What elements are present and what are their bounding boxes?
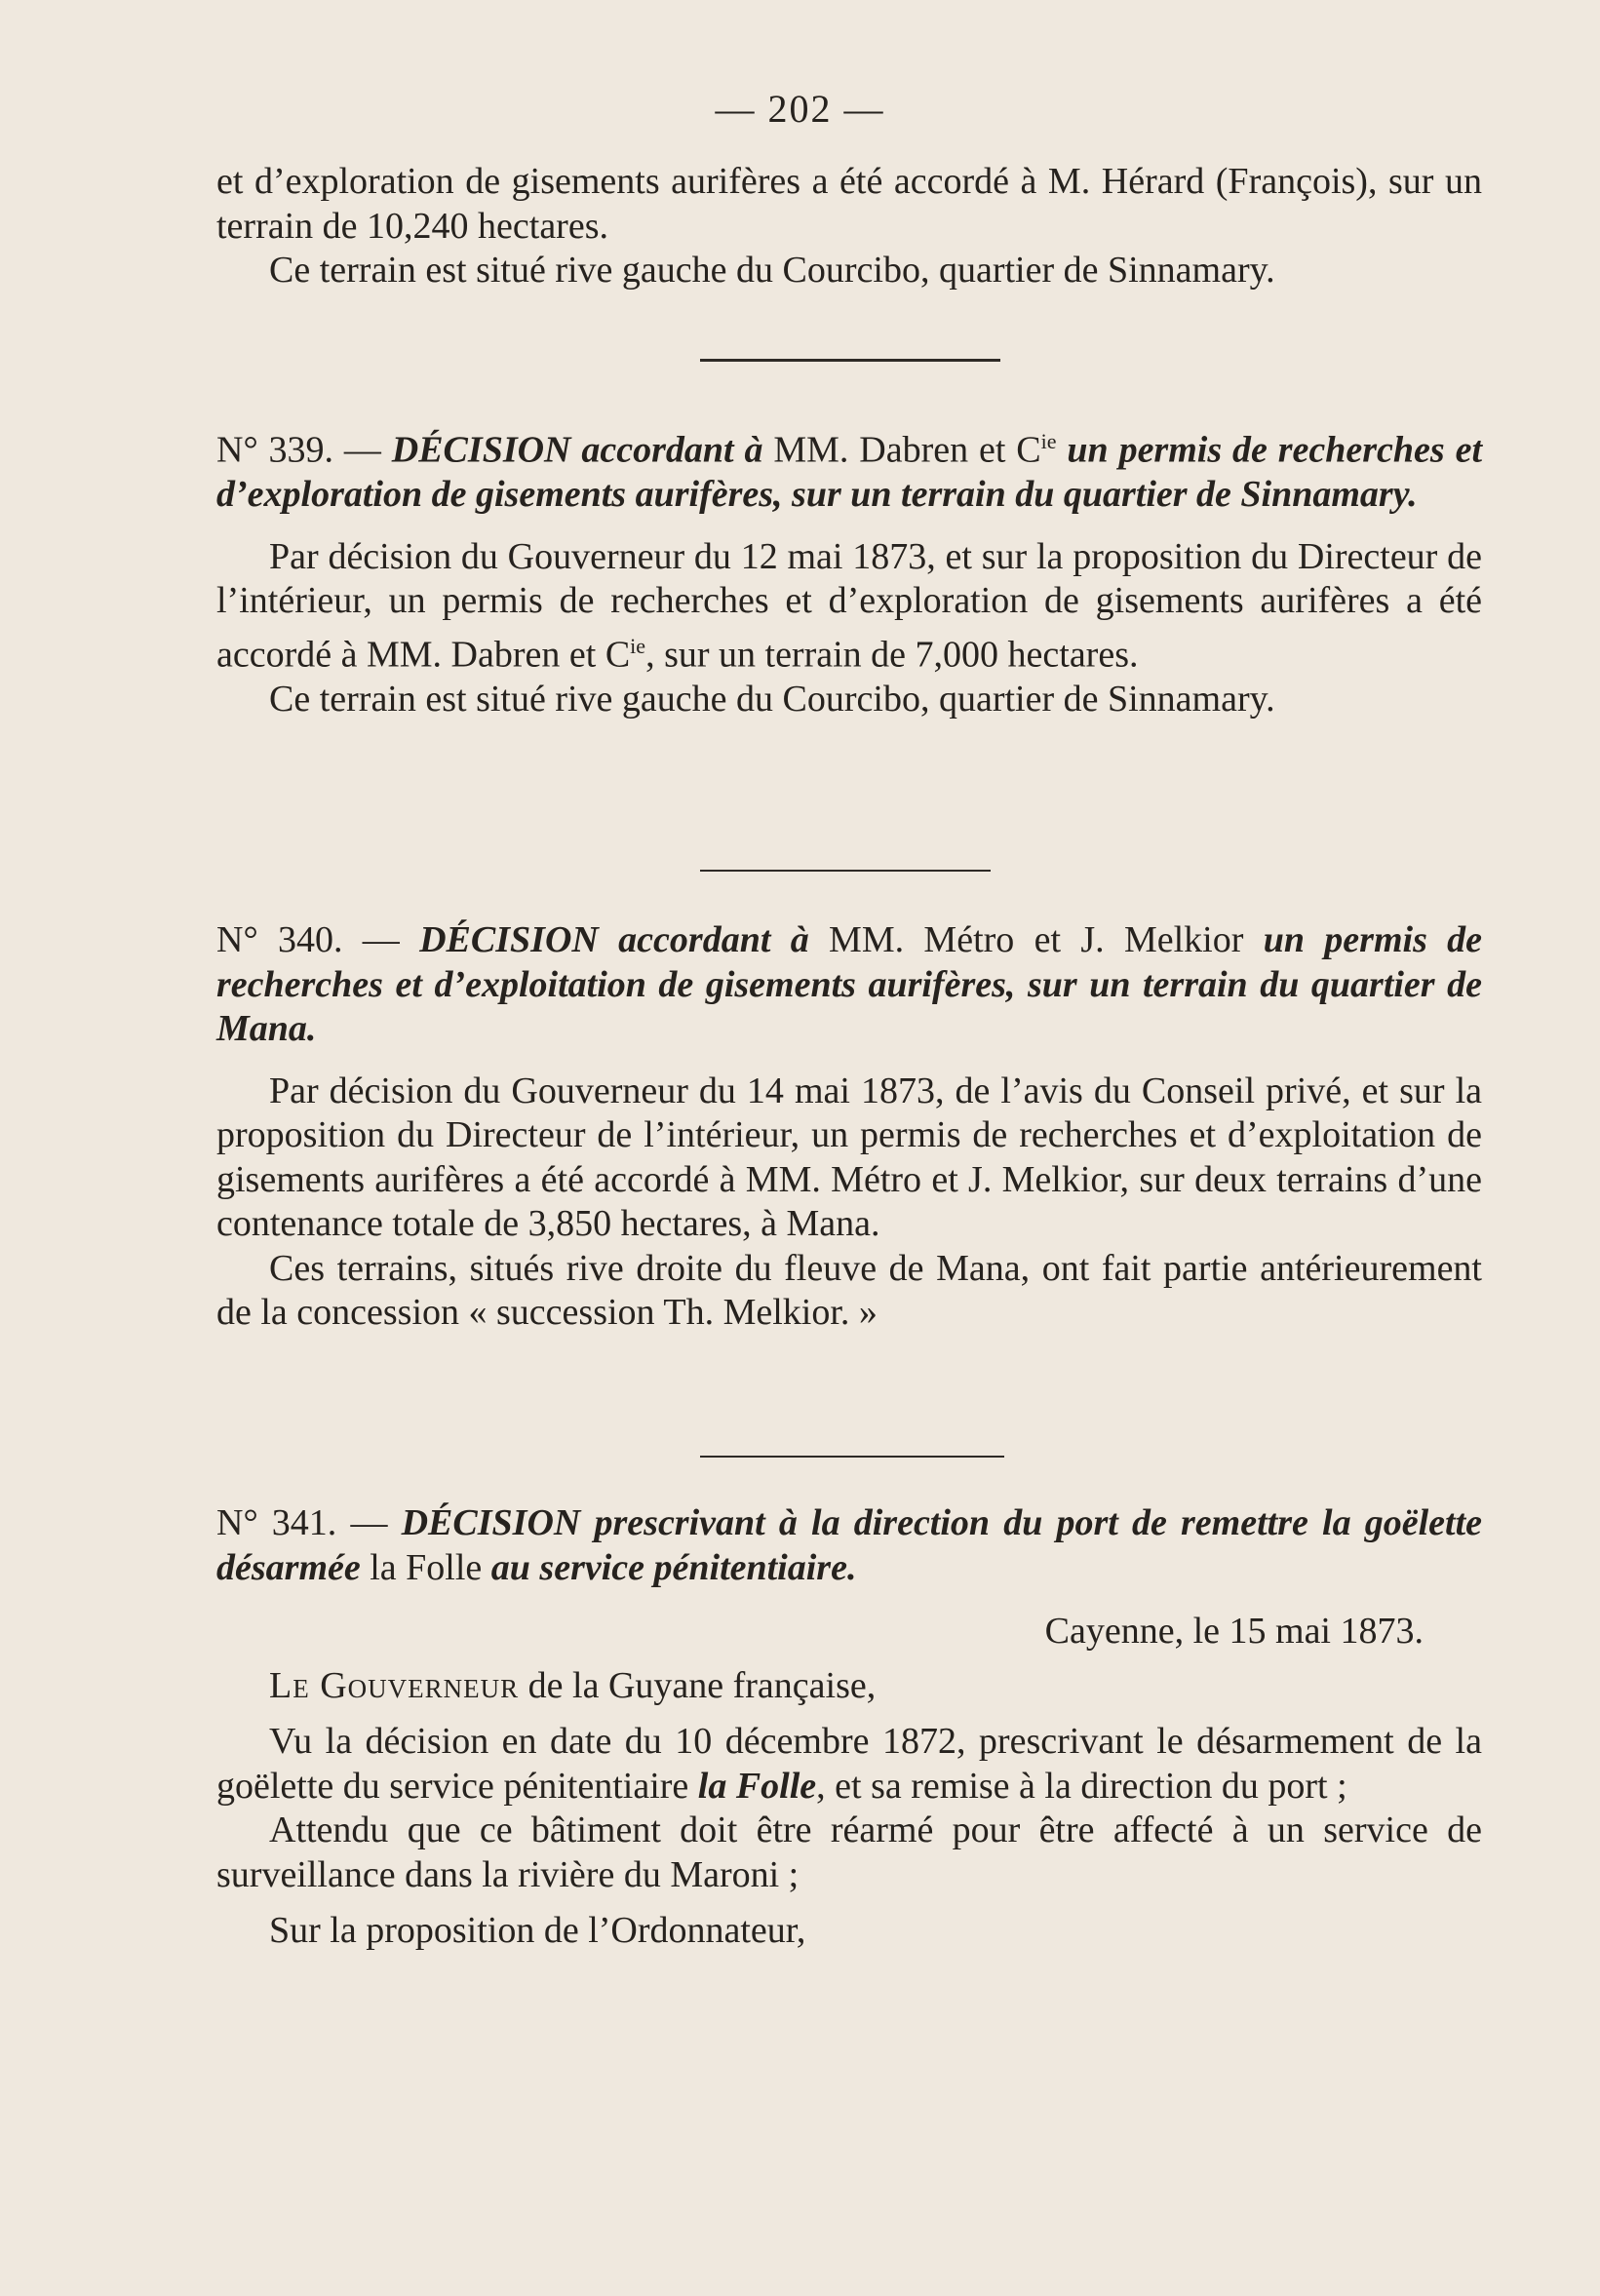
- decision-339-body-cie: ie: [630, 633, 646, 658]
- decision-341-vu-name: la Folle: [697, 1765, 817, 1807]
- decision-339-names: MM. Dabren et C: [773, 429, 1041, 471]
- decision-340: [216, 918, 1482, 1336]
- decision-340-title-a: accordant à: [618, 919, 809, 960]
- decision-341-title-a: prescrivant à la direction du port de remettre la goëlette désarmée: [216, 1502, 1483, 1588]
- decision-341-vu: [216, 1720, 1482, 1809]
- decision-340-body-2: Ces terrains, situés rive droite du fleuve de Mana, ont fait partie antérieurement de la concession « succession Th. Melkior. »: [216, 1247, 1482, 1333]
- decision-339-number: N° 339. —: [216, 429, 381, 471]
- decision-340-title-b: un permis de recherches et d’exploitation de gisements aurifères, sur un terrain du quartier de Mana.: [216, 919, 1483, 1049]
- decision-341-gouverneur-rest: de la Guyane française,: [527, 1664, 877, 1706]
- intro-block: [216, 160, 1482, 293]
- decision-339: [216, 419, 1482, 721]
- decision-341-word: DÉCISION: [401, 1502, 581, 1543]
- decision-341-heading: [216, 1501, 1482, 1590]
- decision-341-title-b: au service pénitentiaire.: [490, 1546, 857, 1588]
- decision-341-gouverneur: Le Gouverneur: [269, 1664, 520, 1706]
- decision-340-names: MM. Métro et J. Melkior: [829, 919, 1244, 960]
- decision-341-vu-a: Vu la décision en date du 10 décembre 1872, prescrivant le désarmement de la goëlette du service pénitentiaire: [216, 1721, 1482, 1807]
- decision-341-gouverneur-line: [216, 1664, 1482, 1709]
- decision-339-title-b: un permis de recherches et d’exploration de gisements aurifères, sur un terrain du quartier de Sinnamary.: [216, 429, 1482, 516]
- decision-339-body-1: [216, 535, 1482, 678]
- decision-339-title-a: accordant à: [581, 429, 763, 471]
- decision-341-title-name: la Folle: [370, 1546, 483, 1588]
- decision-341-sur: Sur la proposition de l’Ordonnateur,: [269, 1910, 806, 1951]
- decision-341-place-date: Cayenne, le 15 mai 1873.: [1044, 1611, 1424, 1652]
- decision-341-vu-b: , et sa remise à la direction du port ;: [816, 1765, 1347, 1807]
- decision-339-body-1-text: Par décision du Gouverneur du 12 mai 1873, et sur la proposition du Directeur de l’intérieur, un permis de recherches et d’exploration de gisements aurifères a été accordé à MM. Dabren et C: [216, 535, 1482, 676]
- intro-paragraph-1: et d’exploration de gisements aurifères a été accordé à M. Hérard (François), sur un terrain de 10,240 hectares.: [216, 161, 1482, 247]
- section-divider: [700, 870, 991, 872]
- section-divider: [700, 359, 1000, 362]
- intro-paragraph-2: Ce terrain est situé rive gauche du Courcibo, quartier de Sinnamary.: [269, 250, 1275, 291]
- decision-340-body-1: Par décision du Gouverneur du 14 mai 1873, de l’avis du Conseil privé, et sur la proposition du Directeur de l’intérieur, un permis de recherches et d’exploitation de gisements aurifères a été accordé à MM. Métro et J. Melkior, sur deux terrains d’une contenance totale de 3,850 hectares, à Mana.: [216, 1070, 1482, 1244]
- decision-341-number: N° 341. —: [216, 1502, 388, 1543]
- decision-341-attendu: Attendu que ce bâtiment doit être réarmé pour être affecté à un service de surveillance dans la rivière du Maroni ;: [216, 1810, 1482, 1895]
- decision-339-body-2: Ce terrain est situé rive gauche du Courcibo, quartier de Sinnamary.: [269, 678, 1275, 720]
- decision-340-word: DÉCISION: [419, 919, 599, 960]
- decision-341: [216, 1501, 1482, 1954]
- decision-340-number: N° 340. —: [216, 919, 400, 960]
- decision-339-cie: ie: [1040, 429, 1057, 453]
- page-number: — 202 —: [715, 87, 885, 131]
- decision-340-heading: [216, 918, 1482, 1052]
- decision-339-heading: [216, 419, 1482, 518]
- decision-339-body-1-end: , sur un terrain de 7,000 hectares.: [645, 634, 1139, 676]
- section-divider: [700, 1456, 1004, 1458]
- decision-339-word: DÉCISION: [391, 429, 571, 471]
